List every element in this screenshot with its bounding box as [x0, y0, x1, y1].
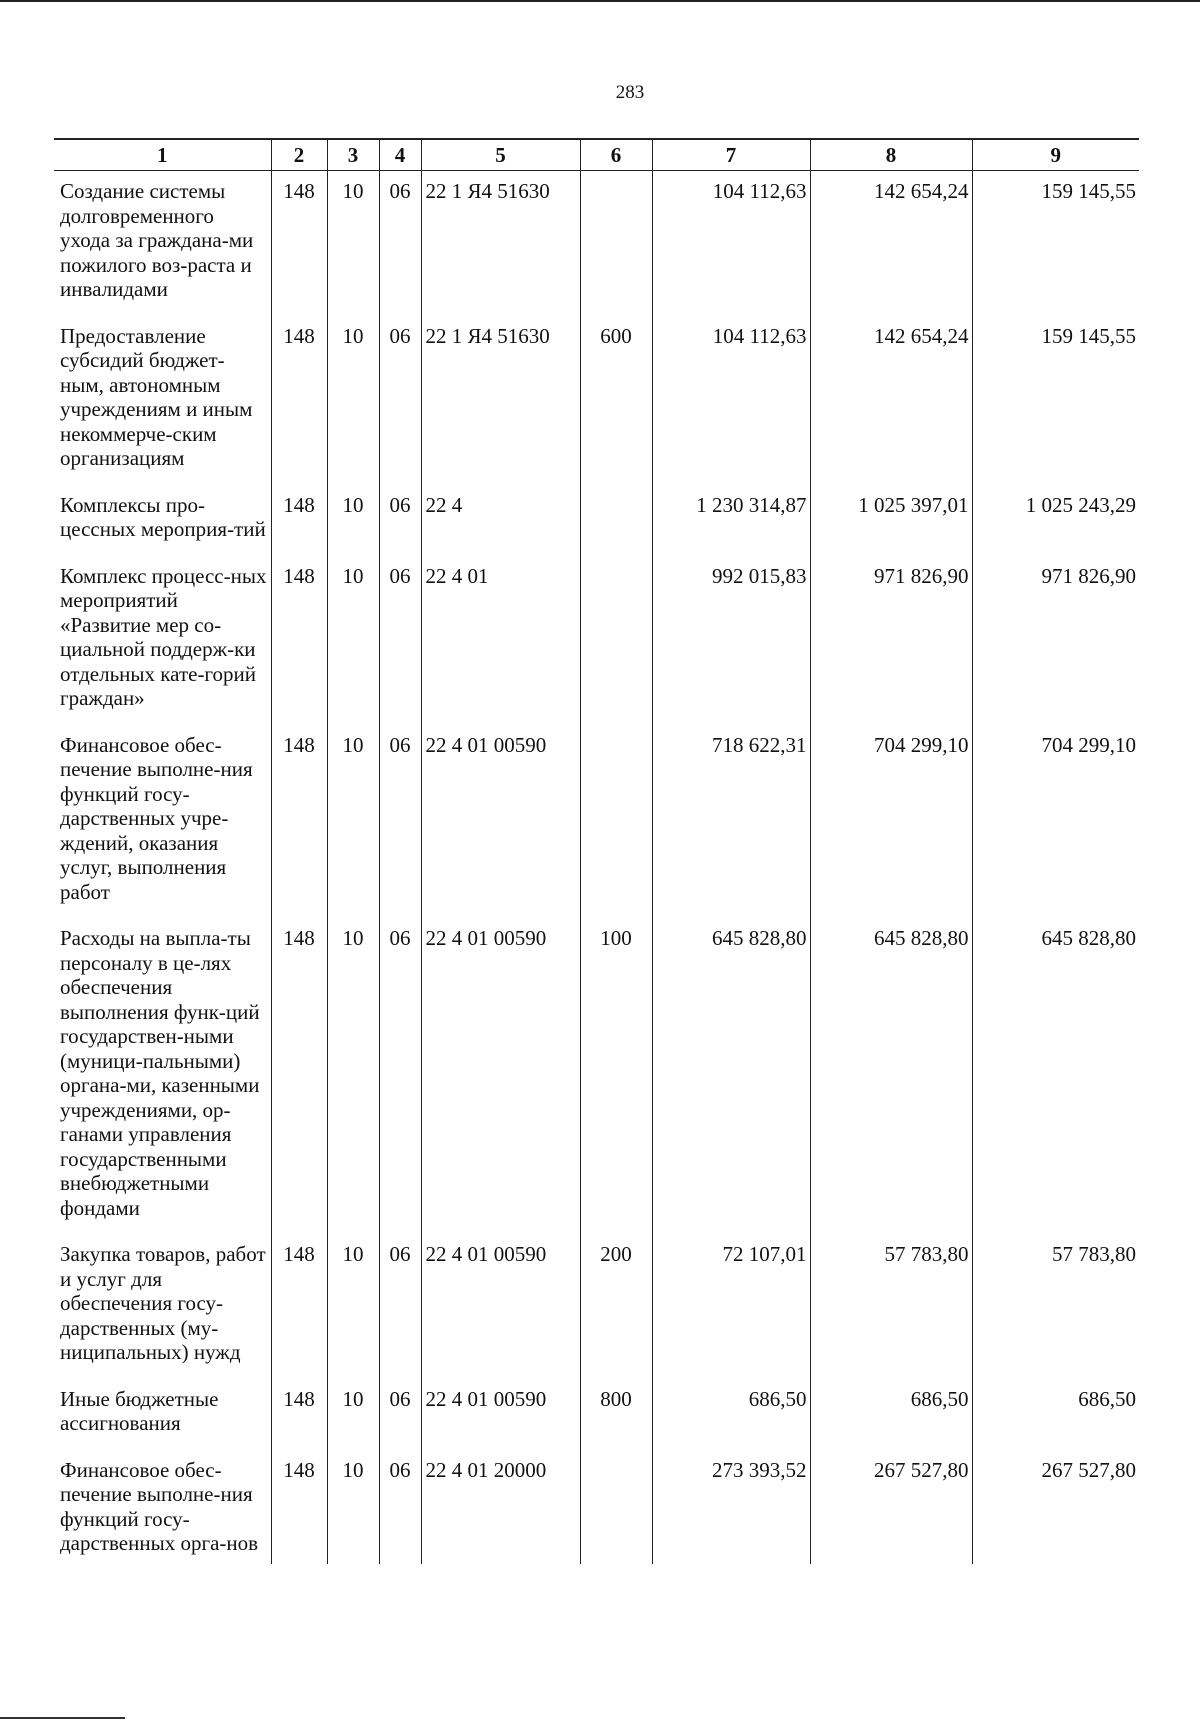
cell-col-4: 06 [379, 725, 421, 919]
col-header-6: 6 [580, 139, 652, 171]
cell-name: Финансовое обес-печение выполне-ния функций госу-дарственных орга-нов [60, 1457, 259, 1555]
cell-col-8: 686,50 [810, 1379, 972, 1450]
cell-col-6 [580, 1450, 652, 1564]
cell-col-5: 22 4 [421, 485, 580, 556]
cell-col-9: 1 025 243,29 [972, 485, 1139, 556]
table-body [54, 171, 1139, 1564]
cell-col-6: 100 [580, 918, 652, 1234]
cell-col-8: 267 527,80 [810, 1450, 972, 1564]
cell-col-6 [580, 725, 652, 919]
table-row [54, 1234, 1139, 1379]
cell-col-9: 57 783,80 [972, 1234, 1139, 1379]
table-row [54, 918, 1139, 1234]
cell-col-8: 1 025 397,01 [810, 485, 972, 556]
cell-col-3: 10 [327, 725, 379, 919]
table-row [54, 725, 1139, 919]
col-header-1: 1 [54, 139, 271, 171]
col-header-8: 8 [810, 139, 972, 171]
page-number: 283 [615, 82, 645, 103]
budget-table [54, 138, 1139, 1564]
cell-col-7: 1 230 314,87 [652, 485, 810, 556]
cell-col-5: 22 4 01 00590 [421, 725, 580, 919]
col-header-9: 9 [972, 139, 1139, 171]
table-row [54, 1379, 1139, 1450]
cell-col-5: 22 1 Я4 51630 [421, 171, 580, 316]
cell-col-4: 06 [379, 485, 421, 556]
footnote-rule [0, 1717, 125, 1719]
cell-col-3: 10 [327, 1234, 379, 1379]
cell-name: Иные бюджетные ассигнования [60, 1386, 219, 1435]
col-header-3: 3 [327, 139, 379, 171]
cell-col-2: 148 [271, 1234, 327, 1379]
cell-name: Комплексы про-цессных мероприя-тий [60, 492, 266, 541]
header-row [54, 139, 1139, 171]
cell-col-8: 704 299,10 [810, 725, 972, 919]
cell-col-9: 686,50 [972, 1379, 1139, 1450]
cell-col-3: 10 [327, 556, 379, 725]
cell-col-4: 06 [379, 556, 421, 725]
cell-col-9: 971 826,90 [972, 556, 1139, 725]
cell-col-4: 06 [379, 171, 421, 316]
cell-col-6 [580, 171, 652, 316]
cell-col-2: 148 [271, 1379, 327, 1450]
cell-col-6: 800 [580, 1379, 652, 1450]
table-row [54, 556, 1139, 725]
cell-col-2: 148 [271, 725, 327, 919]
cell-col-7: 72 107,01 [652, 1234, 810, 1379]
top-edge-rule [0, 0, 1200, 2]
cell-name: Закупка товаров, работ и услуг для обеспечения госу-дарственных (му-ниципальных) нужд [60, 1242, 266, 1364]
budget-table-container [54, 138, 1139, 1564]
col-header-7: 7 [652, 139, 810, 171]
cell-col-8: 645 828,80 [810, 918, 972, 1234]
cell-name: Финансовое обес-печение выполне-ния функций госу-дарственных учре-ждений, оказания услуг, выполнения работ [60, 732, 253, 904]
cell-col-7: 104 112,63 [652, 316, 810, 485]
cell-col-5: 22 1 Я4 51630 [421, 316, 580, 485]
cell-col-7: 645 828,80 [652, 918, 810, 1234]
cell-col-8: 57 783,80 [810, 1234, 972, 1379]
cell-col-9: 645 828,80 [972, 918, 1139, 1234]
cell-col-3: 10 [327, 918, 379, 1234]
cell-col-7: 686,50 [652, 1379, 810, 1450]
cell-col-4: 06 [379, 1450, 421, 1564]
cell-col-3: 10 [327, 485, 379, 556]
cell-col-5: 22 4 01 00590 [421, 1234, 580, 1379]
cell-col-4: 06 [379, 316, 421, 485]
cell-col-9: 159 145,55 [972, 316, 1139, 485]
cell-col-8: 142 654,24 [810, 316, 972, 485]
cell-col-4: 06 [379, 918, 421, 1234]
col-header-2: 2 [271, 139, 327, 171]
cell-col-7: 718 622,31 [652, 725, 810, 919]
cell-col-8: 971 826,90 [810, 556, 972, 725]
table-row [54, 485, 1139, 556]
cell-col-9: 267 527,80 [972, 1450, 1139, 1564]
cell-name: Предоставление субсидий бюджет-ным, автономным учреждениям и иным некоммерче-ским организациям [60, 323, 253, 470]
cell-col-4: 06 [379, 1379, 421, 1450]
cell-col-3: 10 [327, 316, 379, 485]
cell-name: Создание системы долговременного ухода за граждана-ми пожилого воз-раста и инвалидами [60, 179, 254, 301]
cell-name: Расходы на выпла-ты персоналу в це-лях обеспечения выполнения функ-ций государствен-ными (муници-пальными) органа-ми, казенными учреждениями, ор-ганами управления государственными внебюджетными фондами [60, 926, 260, 1220]
col-header-5: 5 [421, 139, 580, 171]
cell-name: Комплекс процесс-ных мероприятий «Развитие мер со-циальной поддерж-ки отдельных кате-горий граждан» [60, 563, 267, 710]
cell-col-2: 148 [271, 1450, 327, 1564]
cell-col-9: 704 299,10 [972, 725, 1139, 919]
cell-col-4: 06 [379, 1234, 421, 1379]
cell-col-7: 992 015,83 [652, 556, 810, 725]
cell-col-7: 273 393,52 [652, 1450, 810, 1564]
cell-col-9: 159 145,55 [972, 171, 1139, 316]
cell-col-7: 104 112,63 [652, 171, 810, 316]
table-header [54, 139, 1139, 171]
cell-col-3: 10 [327, 171, 379, 316]
cell-col-6: 200 [580, 1234, 652, 1379]
cell-col-6 [580, 485, 652, 556]
col-header-4: 4 [379, 139, 421, 171]
cell-col-5: 22 4 01 00590 [421, 1379, 580, 1450]
cell-col-6 [580, 556, 652, 725]
cell-col-5: 22 4 01 20000 [421, 1450, 580, 1564]
table-row [54, 316, 1139, 485]
table-row [54, 171, 1139, 316]
table-row [54, 1450, 1139, 1564]
cell-col-2: 148 [271, 485, 327, 556]
cell-col-3: 10 [327, 1450, 379, 1564]
cell-col-5: 22 4 01 [421, 556, 580, 725]
cell-col-6: 600 [580, 316, 652, 485]
cell-col-2: 148 [271, 171, 327, 316]
cell-col-5: 22 4 01 00590 [421, 918, 580, 1234]
cell-col-2: 148 [271, 918, 327, 1234]
cell-col-2: 148 [271, 556, 327, 725]
cell-col-3: 10 [327, 1379, 379, 1450]
cell-col-8: 142 654,24 [810, 171, 972, 316]
cell-col-2: 148 [271, 316, 327, 485]
